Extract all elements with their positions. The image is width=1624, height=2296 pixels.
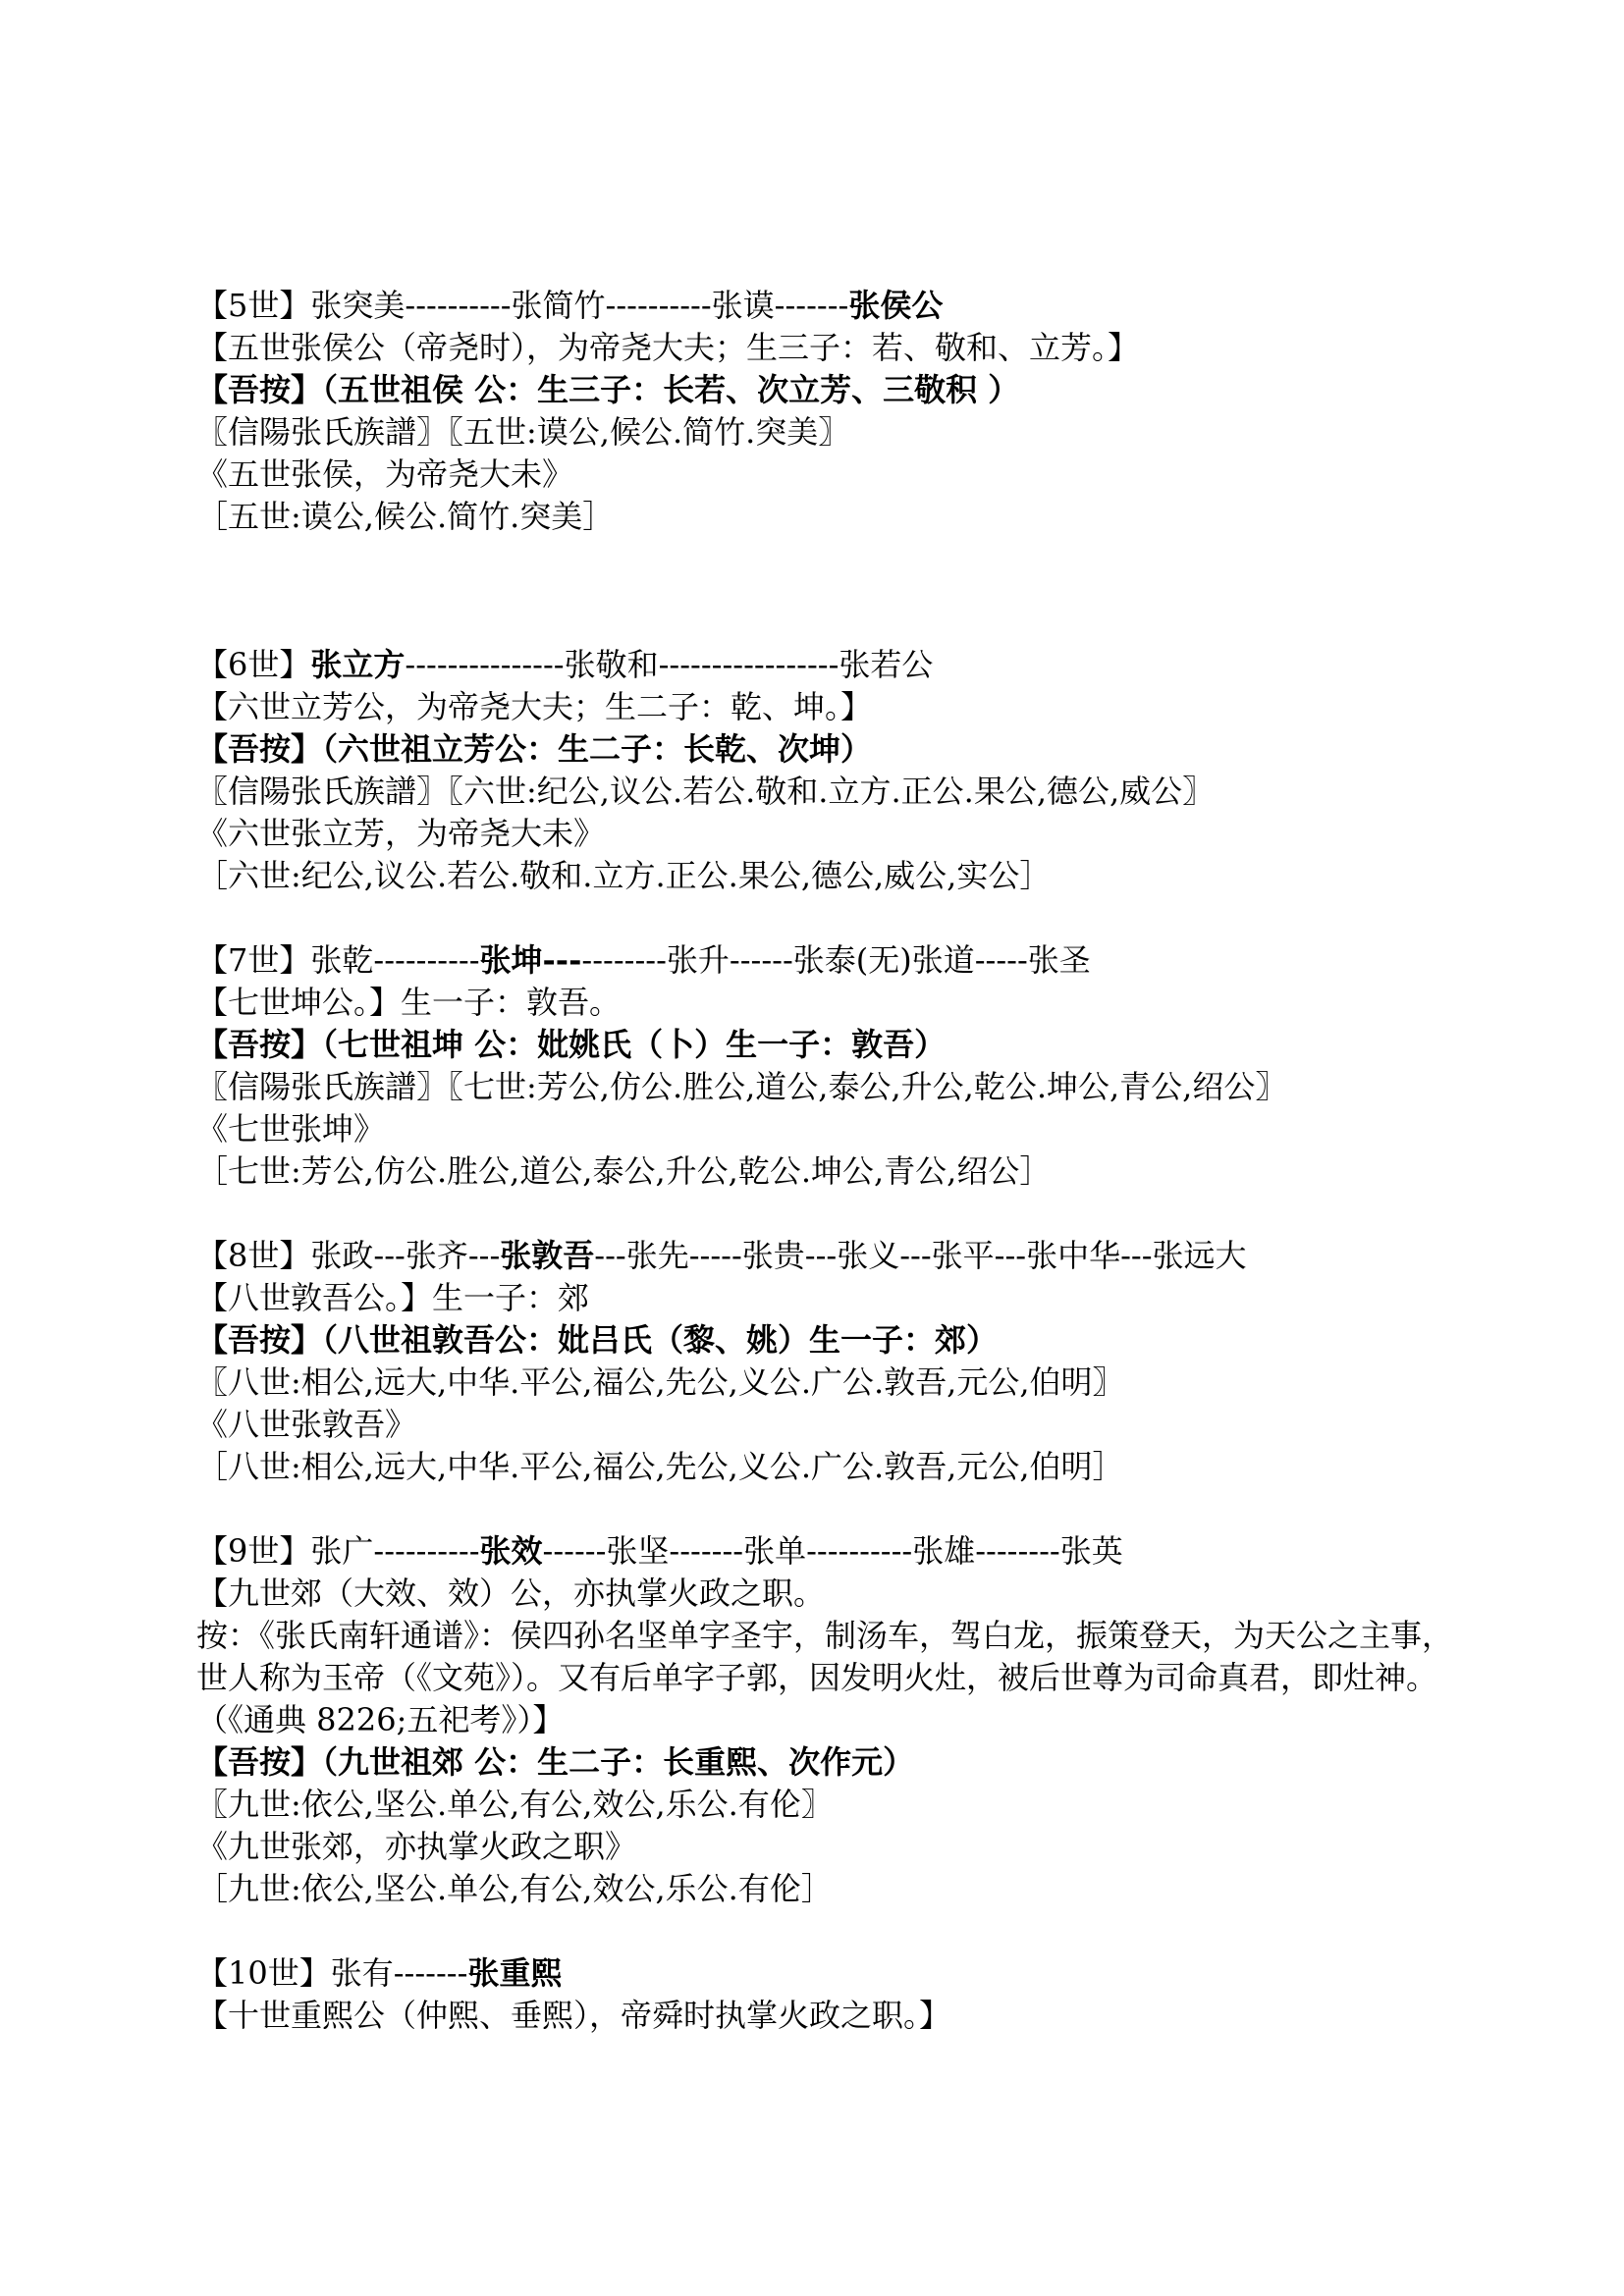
generation-section-8	[196, 1235, 1473, 1488]
generation-line	[196, 1235, 1473, 1277]
lineage-text: 张突美----------张简竹----------张谟-------	[310, 287, 849, 324]
lineage-ancestor-bold: 张重熙	[467, 1954, 563, 1992]
genealogy-reference: ［五世:谟公,候公.简竹.突美］	[196, 498, 615, 535]
genealogy-reference: 〖信陽张氏族譜〗〖七世:芳公,仿公.胜公,道公,泰公,升公,乾公.坤公,青公,绍公〗	[196, 1068, 1287, 1105]
author-note: 【吾按】（九世祖郊 公：生二子：长重熙、次作元）	[196, 1743, 915, 1781]
lineage-text: 张乾----------	[310, 941, 480, 979]
generation-section-6	[196, 644, 1473, 897]
genealogy-reference: 〖信陽张氏族譜〗〖六世:纪公,议公.若公.敬和.立方.正公.果公,德公,威公〗	[196, 773, 1215, 810]
genealogy-reference: 《七世张坤》	[196, 1110, 386, 1148]
lineage-text: --------张升------张泰(无)张道-----张圣	[581, 941, 1091, 979]
generation-section-5	[196, 285, 1473, 538]
commentary-paragraph: 按：《张氏南轩通谱》：侯四孙名坚单字圣宇，制汤车，驾白龙，振策登天，为天公之主事，世人称为玉帝（《文苑》）。又有后单字子郭，因发明火灶，被后世尊为司命真君，即灶神。（《通典 8226;五祀考》）】	[196, 1617, 1454, 1738]
generation-summary: 【八世敦吾公。】生一子：郊	[196, 1279, 590, 1316]
generation-label: 【6世】	[196, 646, 311, 683]
generation-summary: 【五世张侯公（帝尧时），为帝尧大夫；生三子：若、敬和、立芳。】	[196, 329, 1140, 366]
genealogy-reference: 《九世张郊，亦执掌火政之职》	[196, 1828, 637, 1865]
generation-label: 【10世】	[196, 1954, 331, 1992]
author-note: 【吾按】（八世祖敦吾公：妣吕氏（黎、姚）生一子：郊）	[196, 1321, 999, 1359]
generation-summary: 【九世郊（大效、效）公，亦执掌火政之职。	[196, 1575, 826, 1612]
generation-line	[196, 1952, 1473, 1995]
generation-label: 【9世】	[196, 1532, 311, 1570]
generation-line	[196, 285, 1473, 327]
lineage-text: 张广----------	[310, 1532, 480, 1570]
lineage-ancestor-bold: 张坤---	[479, 941, 582, 979]
genealogy-reference: ［八世:相公,远大,中华.平公,福公,先公,义公.广公.敦吾,元公,伯明］	[196, 1448, 1124, 1485]
generation-section-9	[196, 1530, 1473, 1910]
generation-line	[196, 939, 1473, 982]
generation-summary: 【七世坤公。】生一子：敦吾。	[196, 984, 622, 1021]
genealogy-reference: 《五世张侯，为帝尧大未》	[196, 455, 574, 493]
author-note: 【吾按】（五世祖侯 公：生三子：长若、次立芳、三敬积 ）	[196, 371, 1020, 408]
lineage-text: ---------------张敬和-----------------张若公	[405, 646, 934, 683]
generation-label: 【7世】	[196, 941, 311, 979]
lineage-ancestor-bold: 张立方	[310, 646, 406, 683]
generation-label: 【5世】	[196, 287, 311, 324]
genealogy-reference: 《八世张敦吾》	[196, 1406, 417, 1443]
genealogy-reference: ［九世:依公,坚公.单公,有公,效公,乐公.有伦］	[196, 1870, 833, 1907]
genealogy-reference: 〖九世:依公,坚公.单公,有公,效公,乐公.有伦〗	[196, 1786, 833, 1823]
genealogy-reference: ［七世:芳公,仿公.胜公,道公,泰公,升公,乾公.坤公,青公,绍公］	[196, 1152, 1052, 1190]
author-note: 【吾按】（七世祖坤 公：妣姚氏（卜）生一子：敦吾）	[196, 1026, 947, 1063]
document-page	[196, 285, 1473, 2037]
lineage-ancestor-bold: 张侯公	[848, 287, 944, 324]
generation-summary: 【六世立芳公，为帝尧大夫；生二子：乾、坤。】	[196, 688, 873, 725]
genealogy-reference: 〖八世:相公,远大,中华.平公,福公,先公,义公.广公.敦吾,元公,伯明〗	[196, 1363, 1124, 1401]
generation-summary: 【十世重熙公（仲熙、垂熙），帝舜时执掌火政之职。】	[196, 1997, 951, 2034]
lineage-text: ------张坚-------张单----------张雄--------张英	[542, 1532, 1123, 1570]
lineage-ancestor-bold: 张效	[479, 1532, 543, 1570]
lineage-text: 张有-------	[330, 1954, 468, 1992]
genealogy-reference: ［六世:纪公,议公.若公.敬和.立方.正公.果公,德公,威公,实公］	[196, 857, 1052, 894]
generation-section-10	[196, 1952, 1473, 2037]
generation-label: 【8世】	[196, 1237, 311, 1274]
generation-line	[196, 1530, 1473, 1573]
generation-section-7	[196, 939, 1473, 1193]
genealogy-reference: 〖信陽张氏族譜〗〖五世:谟公,候公.简竹.突美〗	[196, 413, 850, 451]
lineage-text: ---张先-----张贵---张义---张平---张中华---张远大	[594, 1237, 1247, 1274]
genealogy-reference: 《六世张立芳，为帝尧大未》	[196, 815, 606, 852]
author-note: 【吾按】（六世祖立芳公：生二子：长乾、次坤）	[196, 730, 873, 768]
lineage-text: 张政---张齐---	[310, 1237, 501, 1274]
lineage-ancestor-bold: 张敦吾	[500, 1237, 595, 1274]
generation-line	[196, 644, 1473, 686]
